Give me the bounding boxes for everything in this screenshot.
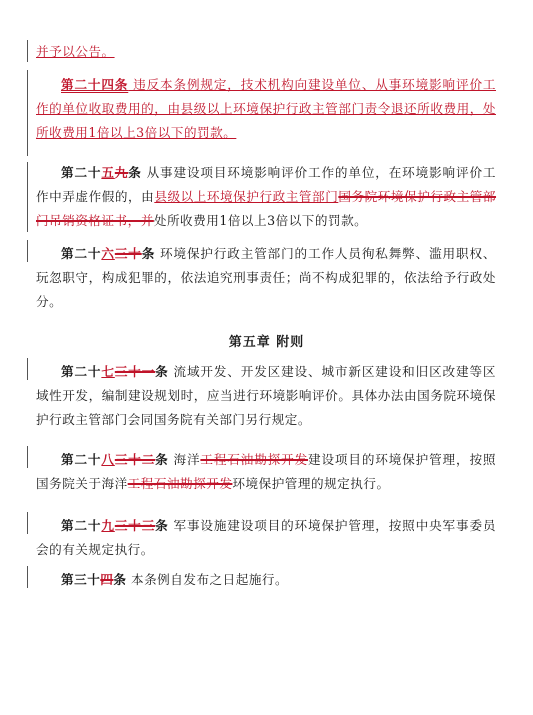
- article-label: 第二十六三十条: [61, 246, 156, 261]
- change-bar: [27, 240, 28, 262]
- article-label: 第二十七三十一条: [61, 364, 169, 379]
- article-body: 军事设施建设项目的环境保护管理，按照中央军事委员会的有关规定执行。: [36, 518, 496, 557]
- inserted-text: 并予以公告。: [36, 44, 115, 59]
- change-bar: [27, 162, 28, 232]
- article-label: 第二十九三十三条: [61, 518, 169, 533]
- change-bar: [27, 358, 28, 380]
- article-body: 处所收费用1倍以上3倍以下的罚款。: [153, 213, 368, 228]
- article-body: 环境保护管理的规定执行。: [232, 476, 390, 491]
- change-bar: [27, 566, 28, 588]
- inserted-text: 违反本条例规定，技术机构向建设单位、从事环境影响评价工作的单位收取费用的，由县级以上环境保护行政主管部门责令退还所收费用，处所收费用1倍以上3倍以下的罚款。: [36, 77, 496, 140]
- change-bar: [27, 446, 28, 468]
- article-body: 本条例自发布之日起施行。: [126, 572, 289, 587]
- change-bar: [27, 70, 28, 156]
- article-label: 第二十五九条: [61, 165, 142, 180]
- article-24: [36, 73, 496, 145]
- paragraph-continuation: [36, 40, 496, 64]
- article-body: 建设项目的环境保护管理，按照国务院关于海洋: [36, 452, 497, 491]
- chapter-heading: 第五章 附则: [228, 335, 305, 350]
- article-25: [36, 161, 496, 233]
- article-body: 海洋: [168, 452, 201, 467]
- article-body: 环境保护行政主管部门的工作人员徇私舞弊、滥用职权、玩忽职守，构成犯罪的，依法追究刑事责任；尚不构成犯罪的，依法给予行政处分。: [36, 246, 496, 309]
- article-29: [36, 514, 496, 562]
- article-label: 第二十四条: [61, 77, 129, 92]
- change-bar: [27, 512, 28, 534]
- article-28: [36, 448, 496, 496]
- article-body: 流域开发、开发区建设、城市新区建设和旧区改建等区域性开发，编制建设规划时，应当进行环境影响评价。具体办法由国务院环境保护行政主管部门会同国务院有关部门另行规定。: [36, 364, 496, 427]
- inserted-text: 县级以上环境保护行政主管部门: [154, 189, 339, 204]
- deleted-text: 国务院环境保护行政主管部门吊销资格证书，并: [36, 189, 497, 228]
- article-27: [36, 360, 496, 432]
- deleted-text: 工程石油勘探开发: [127, 476, 233, 491]
- article-label: 第三十四条: [61, 572, 127, 587]
- change-bar: [27, 40, 28, 62]
- article-label: 第二十八三十二条: [61, 452, 169, 467]
- article-body: 从事建设项目环境影响评价工作的单位，在环境影响评价工作中弄虚作假的，由: [36, 165, 496, 204]
- article-30: [36, 568, 496, 592]
- article-26: [36, 242, 496, 314]
- deleted-text: 工程石油勘探开发: [200, 452, 309, 467]
